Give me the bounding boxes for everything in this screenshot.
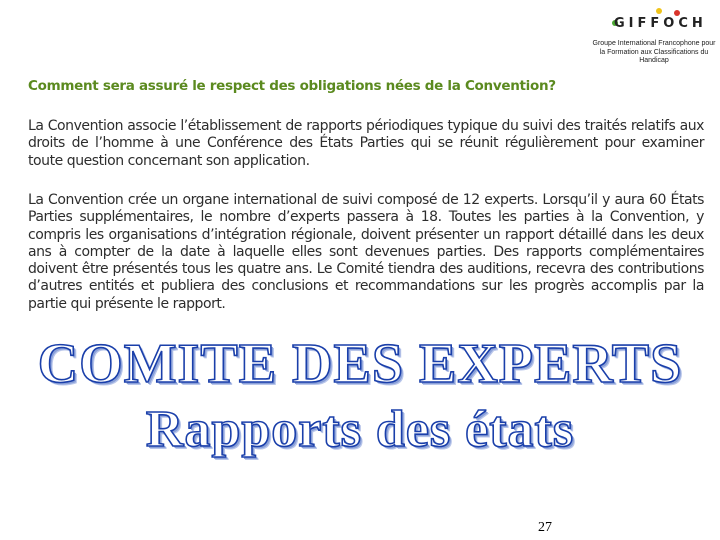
- section-question: Comment sera assuré le respect des obligations nées de la Convention?: [28, 78, 556, 94]
- paragraph-1: La Convention associe l’établissement de rapports périodiques typique du suivi des traités relatifs aux droits de l’homme à une Conférence des États Parties qui se réunit régulièrement pour examiner toute question concernant son application.: [28, 118, 704, 169]
- page-number: 27: [538, 520, 552, 535]
- logo-subtitle: Groupe International Francophone pour la Formation aux Classifications du Handicap: [592, 40, 716, 64]
- giffoch-logo: [586, 6, 718, 68]
- paragraph-2: La Convention crée un organe international de suivi composé de 12 experts. Lorsqu’il y aura 60 États Parties supplémentaires, le nombre d’experts passera à 18. Toutes les parties à la Convention, y compris les organisations d’intégration régionale, doivent présenter un rapport détaillé dans les deux ans à compter de la date à laquelle elles sont devenues parties. Des rapports complémentaires doivent être présentés tous les quatre ans. Le Comité tiendra des auditions, recevra des contributions d’autres entités et publiera des conclusions et recommandations sur les progrès accomplis par la partie qui présente le rapport.: [28, 192, 704, 312]
- logo-title: GIFFOCH: [614, 16, 707, 31]
- overlay-title-line2: Rapports des états: [145, 401, 575, 458]
- overlay-title-line1: COMITE DES EXPERTS: [37, 333, 683, 395]
- logo-dot-yellow: [656, 8, 662, 14]
